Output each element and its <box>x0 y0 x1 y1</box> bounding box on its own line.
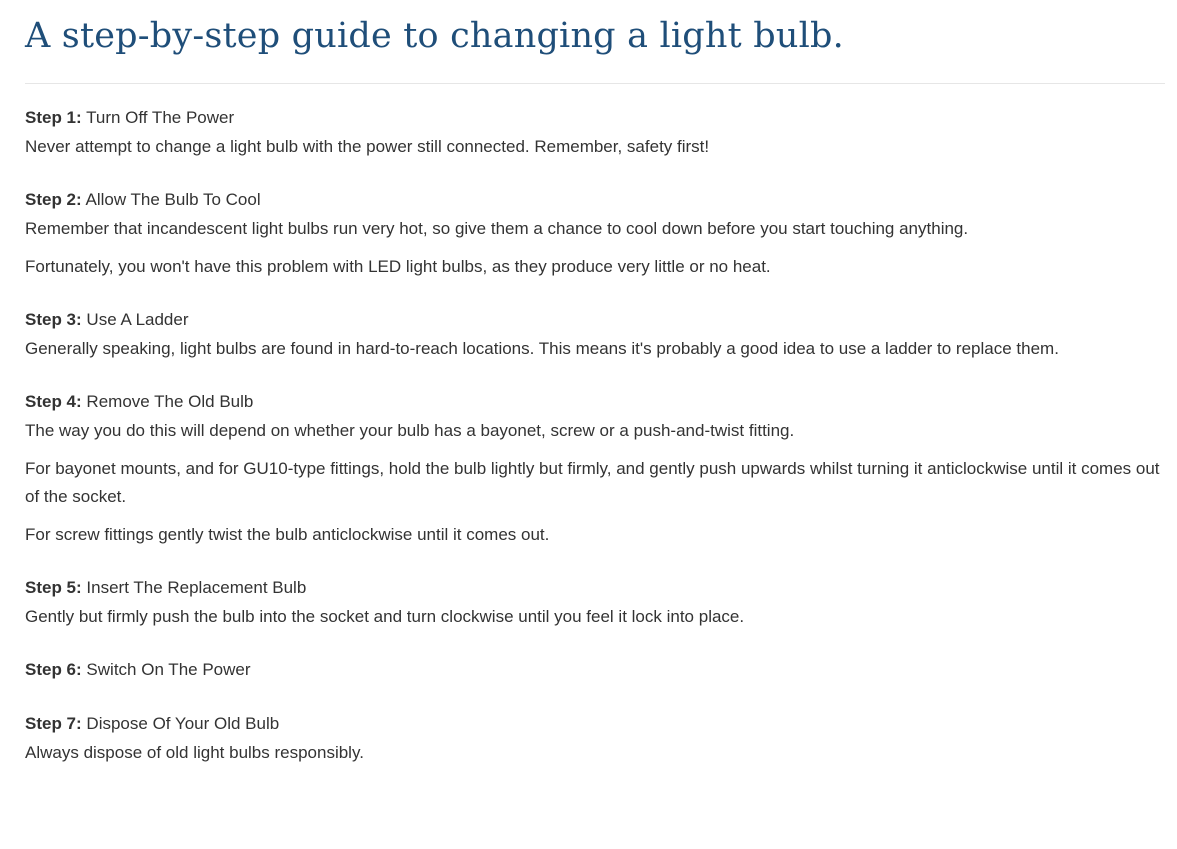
step-title: Turn Off The Power <box>86 108 235 127</box>
step-title: Allow The Bulb To Cool <box>85 190 261 209</box>
step-label: Step 7: <box>25 714 82 733</box>
step-paragraph: Fortunately, you won't have this problem with LED light bulbs, as they produce very little or no heat. <box>25 257 771 276</box>
step-title: Use A Ladder <box>86 310 189 329</box>
step-label: Step 1: <box>25 108 82 127</box>
step-4 <box>25 389 1165 549</box>
step-3 <box>25 307 1165 363</box>
step-heading <box>25 187 1165 215</box>
step-label: Step 4: <box>25 392 82 411</box>
article <box>25 0 1165 793</box>
step-7 <box>25 711 1165 767</box>
step-1 <box>25 105 1165 161</box>
title-divider <box>25 83 1165 84</box>
step-label: Step 6: <box>25 660 82 679</box>
step-6 <box>25 657 1165 685</box>
step-heading <box>25 105 1165 133</box>
step-paragraph: Always dispose of old light bulbs responsibly. <box>25 743 364 762</box>
step-heading <box>25 711 1165 739</box>
page-title: A step-by-step guide to changing a light bulb. <box>25 16 844 56</box>
step-label: Step 2: <box>25 190 82 209</box>
step-paragraph: Generally speaking, light bulbs are found in hard-to-reach locations. This means it's probably a good idea to use a ladder to replace them. <box>25 339 1059 358</box>
step-heading <box>25 575 1165 603</box>
step-paragraph: Never attempt to change a light bulb with the power still connected. Remember, safety first! <box>25 137 710 156</box>
step-heading <box>25 657 1165 685</box>
step-heading <box>25 389 1165 417</box>
step-paragraph: For bayonet mounts, and for GU10-type fittings, hold the bulb lightly but firmly, and gently push upwards whilst turning it anticlockwise until it comes out of the socket. <box>25 459 1160 506</box>
step-paragraph: Remember that incandescent light bulbs run very hot, so give them a chance to cool down before you start touching anything. <box>25 219 969 238</box>
step-5 <box>25 575 1165 631</box>
step-paragraph: For screw fittings gently twist the bulb anticlockwise until it comes out. <box>25 525 550 544</box>
step-paragraph: The way you do this will depend on whether your bulb has a bayonet, screw or a push-and-twist fitting. <box>25 421 795 440</box>
step-paragraph: Gently but firmly push the bulb into the socket and turn clockwise until you feel it lock into place. <box>25 607 745 626</box>
steps-list <box>25 105 1165 767</box>
step-title: Dispose Of Your Old Bulb <box>86 714 280 733</box>
step-label: Step 5: <box>25 578 82 597</box>
step-label: Step 3: <box>25 310 82 329</box>
step-title: Switch On The Power <box>86 660 251 679</box>
step-heading <box>25 307 1165 335</box>
step-title: Remove The Old Bulb <box>86 392 254 411</box>
step-2 <box>25 187 1165 281</box>
step-title: Insert The Replacement Bulb <box>86 578 307 597</box>
